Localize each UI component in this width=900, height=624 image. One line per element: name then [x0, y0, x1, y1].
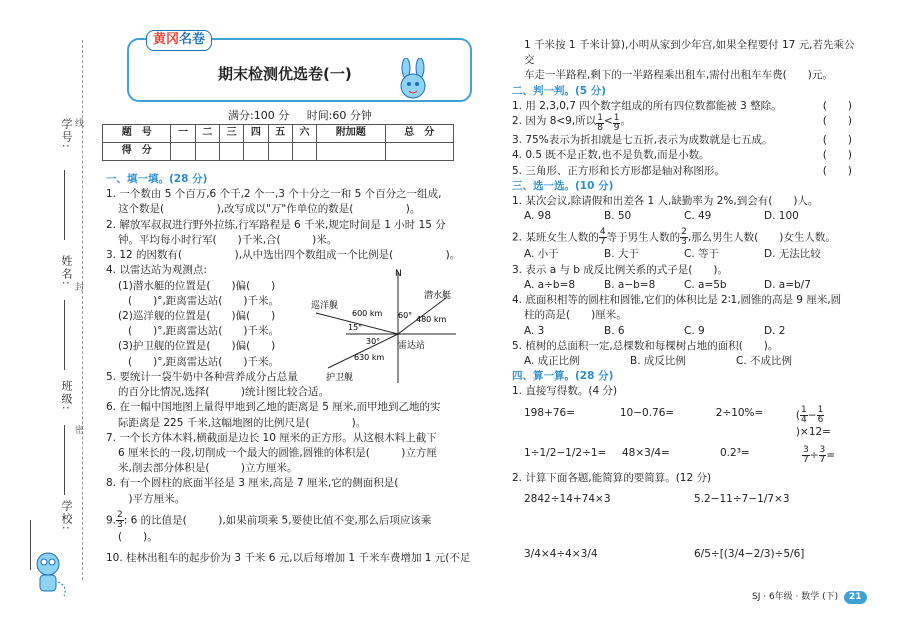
- question-text: 4. 以雷达站为观测点:: [106, 264, 207, 277]
- page-number: 21: [844, 591, 867, 604]
- score-cell[interactable]: [171, 143, 195, 161]
- options-row: [512, 354, 858, 369]
- score-cell[interactable]: [268, 143, 292, 161]
- judge-item: 4. 0.5 既不是正数,也不是负数,而是小数。 ( ): [512, 148, 858, 163]
- score-cell[interactable]: [219, 143, 243, 161]
- option[interactable]: B. 大于: [604, 248, 639, 261]
- calc-row: [512, 406, 858, 440]
- question-text: 6 厘米长的一段,切削成一个最大的圆锥,圆锥的体积是( )立方厘: [118, 446, 437, 459]
- judge-item: 2. 因为 8<9,所以 $\frac{1}{8}$ < $\frac{1}{9}$ 。 ( ): [512, 114, 858, 133]
- answer-paren[interactable]: ( ): [822, 99, 852, 112]
- option[interactable]: D. 100: [764, 210, 799, 223]
- student-id-label: 学号:: [59, 118, 73, 150]
- north-label: N: [395, 269, 402, 279]
- question-text: 3. 表示 a 与 b 成反比例关系的式子是( )。: [512, 263, 728, 276]
- distance-label: 630 km: [354, 353, 385, 362]
- option[interactable]: C. 不成比例: [736, 354, 793, 367]
- sub-label: 潜水艇: [424, 291, 452, 301]
- class-label: 班级:: [59, 380, 73, 412]
- question-text: 6. 在一幅中国地图上量得甲地到乙地的距离是 5 厘米,而甲地到乙地的实: [106, 401, 441, 414]
- angle-label: 15°: [348, 323, 363, 332]
- fraction: $\frac{2}{3}$: [681, 227, 687, 248]
- question-text: 2. 某班女生人数的 $\frac{4}{7}$ 等于男生人数的 $\frac{2}{3}$ ,那么男生人数( )女生人数。: [512, 227, 836, 248]
- option[interactable]: A. 小于: [524, 248, 559, 261]
- cruiser-label: 巡洋舰: [311, 301, 339, 311]
- escort-label: 护卫舰: [326, 373, 354, 383]
- brand-logo: 黄冈名卷: [146, 30, 212, 51]
- question-text: 7. 一个长方体木料,横截面是边长 10 厘米的正方形。从这根木料上截下: [106, 431, 437, 444]
- answer-paren[interactable]: ( ): [822, 115, 852, 128]
- judge-item: 5. 三角形、正方形和长方形都是轴对称图形。 ( ): [512, 164, 858, 179]
- table-cell: 一: [171, 125, 195, 143]
- option[interactable]: B. 成反比例: [630, 354, 686, 367]
- calc-item: 2÷10%=: [715, 406, 764, 419]
- fraction: $\frac{2}{3}$: [117, 509, 123, 530]
- question-text: 1. 直接写得数。(4 分): [512, 385, 618, 398]
- question-text: (2)巡洋舰的位置是( )偏( ): [118, 309, 276, 322]
- option[interactable]: B. a−b=8: [604, 278, 656, 291]
- page-footer: [752, 591, 867, 604]
- option[interactable]: D. a=b/7: [764, 278, 811, 291]
- table-cell: 四: [244, 125, 268, 143]
- table-cell: 六: [292, 125, 316, 143]
- options-row: [512, 324, 858, 339]
- score-cell[interactable]: [292, 143, 316, 161]
- option[interactable]: C. 49: [684, 210, 712, 223]
- page-title: 期末检测优选卷(一): [218, 65, 352, 83]
- table-cell: 五: [268, 125, 292, 143]
- name-label: 姓名:: [59, 255, 73, 287]
- option[interactable]: C. 等于: [684, 248, 720, 261]
- calc-row: [512, 547, 858, 562]
- score-table: [102, 124, 454, 161]
- section-heading: 四、算一算。(28 分): [512, 370, 614, 383]
- score-cell[interactable]: [317, 143, 385, 161]
- table-cell: 题 号: [103, 125, 171, 143]
- question-text: (3)护卫舰的位置是( )偏( ): [118, 340, 276, 353]
- question-text: 4. 底面积相等的圆柱和圆锥,它们的体积比是 2∶1,圆锥的高是 9 厘米,圆: [512, 294, 842, 307]
- question-text: 1. 某次会议,除请假和出差各 1 人,缺勤率为 2%,到会有( )人。: [512, 194, 819, 207]
- class-blank: [64, 425, 65, 495]
- fold-mark-close: 密: [75, 426, 85, 436]
- rabbit-mascot-icon: [390, 58, 436, 104]
- options-row: [512, 247, 858, 262]
- table-cell: 总 分: [385, 125, 453, 143]
- escort-line: [328, 334, 398, 368]
- judge-item: 3. 75%表示为折扣就是七五折,表示为成数就是七五成。 ( ): [512, 133, 858, 148]
- calc-item: 0.2³=: [720, 446, 750, 459]
- option[interactable]: D. 2: [764, 324, 786, 337]
- option[interactable]: C. a=5b: [684, 278, 727, 291]
- angle-label: 60°: [398, 311, 413, 320]
- question-text: 5. 植树的总面积一定,总棵数和每棵树占地的面积( )。: [512, 339, 779, 352]
- options-row: [512, 209, 858, 224]
- mascot-icon: [28, 548, 68, 598]
- footer-text: SJ · 6年级 · 数学 (下): [752, 592, 839, 602]
- question-text: 1 千米按 1 千米计算),小明从家到少年宫,如果全程要付 17 元,若先乘公交: [524, 39, 855, 67]
- calc-item: 5.2−11÷7−1/7×3: [694, 493, 790, 506]
- question-text: 车走一半路程,剩下的一半路程乘出租车,需付出租车车费( )元。: [524, 69, 833, 82]
- calc-item: 3/4×4÷4×3/4: [524, 548, 598, 561]
- calc-item: 1÷1/2−1/2÷1=: [524, 446, 607, 459]
- question-text: (1)潜水艇的位置是( )偏( ): [118, 279, 276, 292]
- right-column: [512, 38, 858, 562]
- fraction: $\frac{4}{7}$: [599, 227, 606, 248]
- table-cell: 二: [195, 125, 219, 143]
- question-text: 这个数是( ),改写成以"万"作单位的数是( )。: [118, 203, 421, 216]
- question-text: 柱的高是( )厘米。: [524, 309, 627, 322]
- table-cell: 得 分: [103, 143, 171, 161]
- fold-mark-seal: 封: [75, 283, 85, 293]
- option[interactable]: A. a÷b=8: [524, 278, 576, 291]
- radar-label: 雷达站: [398, 341, 426, 351]
- exam-meta: [228, 108, 386, 124]
- question-text: ( )°,距离雷达站( )千米。: [128, 325, 279, 338]
- school-label: 学校:: [59, 500, 73, 532]
- question-text: 5. 要统计一袋牛奶中各种营养成分占总量: [106, 370, 298, 383]
- calc-item: 198+76=: [524, 406, 575, 419]
- option[interactable]: A. 98: [524, 210, 552, 223]
- fraction: $\frac{1}{8}$: [597, 113, 603, 134]
- question-text: 际距离是 225 千米,这幅地图的比例尺是( )。: [118, 416, 367, 429]
- radar-diagram: [306, 268, 466, 388]
- score-table-score-row: [103, 143, 454, 161]
- distance-label: 480 km: [416, 315, 447, 324]
- question-text: 钟。平均每小时行军( )千米,合( )米。: [118, 233, 338, 246]
- full-score: 满分:100 分: [228, 109, 290, 122]
- option[interactable]: B. 6: [604, 324, 625, 337]
- option[interactable]: C. 9: [684, 324, 705, 337]
- answer-paren[interactable]: ( ): [822, 149, 852, 162]
- calc-row: [512, 492, 858, 507]
- question-text: 1. 一个数由 5 个百万,6 个千,2 个一,3 个十分之一和 5 个百分之一组成,: [106, 188, 442, 201]
- table-cell: 附加题: [317, 125, 385, 143]
- calc-row: [512, 446, 858, 465]
- score-table-header-row: [103, 125, 454, 143]
- question-text: 9. $\frac{2}{3}$ : 6 的比值是( ),如果前项乘 5,要使比值不变,那么后项应该乘: [106, 509, 432, 530]
- option[interactable]: B. 50: [604, 210, 632, 223]
- question-text: ( )。: [118, 530, 158, 543]
- calc-item: $\frac{3}{7}$ ÷ $\frac{3}{7}$ =: [803, 444, 836, 465]
- calc-item: 10−0.76=: [619, 406, 675, 419]
- binding-sidebar: [0, 0, 95, 624]
- calc-item: ( $\frac{1}{4}$ − $\frac{1}{6}$ )×12=: [795, 404, 831, 438]
- angle-label: 30°: [366, 337, 381, 346]
- option[interactable]: A. 3: [524, 324, 545, 337]
- score-cell[interactable]: [195, 143, 219, 161]
- score-cell[interactable]: [385, 143, 453, 161]
- section-heading: 一、填一填。(28 分): [106, 173, 208, 185]
- fraction: $\frac{1}{9}$: [613, 113, 620, 134]
- name-blank: [64, 300, 65, 370]
- question-text: ( )°,距离雷达站( )千米。: [128, 294, 279, 307]
- calc-item: 48×3/4=: [622, 446, 670, 459]
- answer-paren[interactable]: ( ): [822, 134, 852, 147]
- calc-item: 6/5÷[(3/4−2/3)÷5/6]: [694, 548, 805, 561]
- question-text: 3. 12 的因数有( ),从中选出四个数组成一个比例是( )。: [106, 249, 461, 262]
- section-heading: 二、判一判。(5 分): [512, 84, 607, 97]
- score-cell[interactable]: [244, 143, 268, 161]
- fold-mark-line: 线: [75, 119, 85, 129]
- question-text: 10. 桂林出租车的起步价为 3 千米 6 元,以后每增加 1 千米车费增加 1 元(不足: [106, 552, 471, 565]
- question-text: 的百分比情况,选择( )统计图比较合适。: [118, 386, 330, 399]
- option[interactable]: D. 无法比较: [764, 248, 821, 261]
- judge-item: 1. 用 2,3,0,7 四个数字组成的所有四位数都能被 3 整除。 ( ): [512, 99, 858, 114]
- option[interactable]: A. 成正比例: [524, 354, 580, 367]
- answer-paren[interactable]: ( ): [822, 164, 852, 177]
- exam-time: 时间:60 分钟: [306, 109, 372, 122]
- question-text: 2. 计算下面各题,能简算的要简算。(12 分): [512, 471, 712, 484]
- question-text: ( )°,距离雷达站( )千米。: [128, 355, 279, 368]
- calc-item: 2842÷14+74×3: [524, 493, 611, 506]
- distance-label: 600 km: [352, 309, 383, 318]
- section-heading: 三、选一选。(10 分): [512, 179, 614, 192]
- question-text: 2. 解放军叔叔进行野外拉练,行军路程是 6 千米,规定时间是 1 小时 15 分: [106, 218, 446, 231]
- table-cell: 三: [219, 125, 243, 143]
- question-text: 米,削去部分体积是( )立方厘米。: [118, 462, 298, 475]
- question-text: 8. 有一个圆柱的底面半径是 3 厘米,高是 7 厘米,它的侧面积是(: [106, 477, 430, 490]
- options-row: [512, 278, 858, 293]
- student-id-blank: [64, 170, 65, 240]
- question-text: )平方厘米。: [118, 492, 186, 505]
